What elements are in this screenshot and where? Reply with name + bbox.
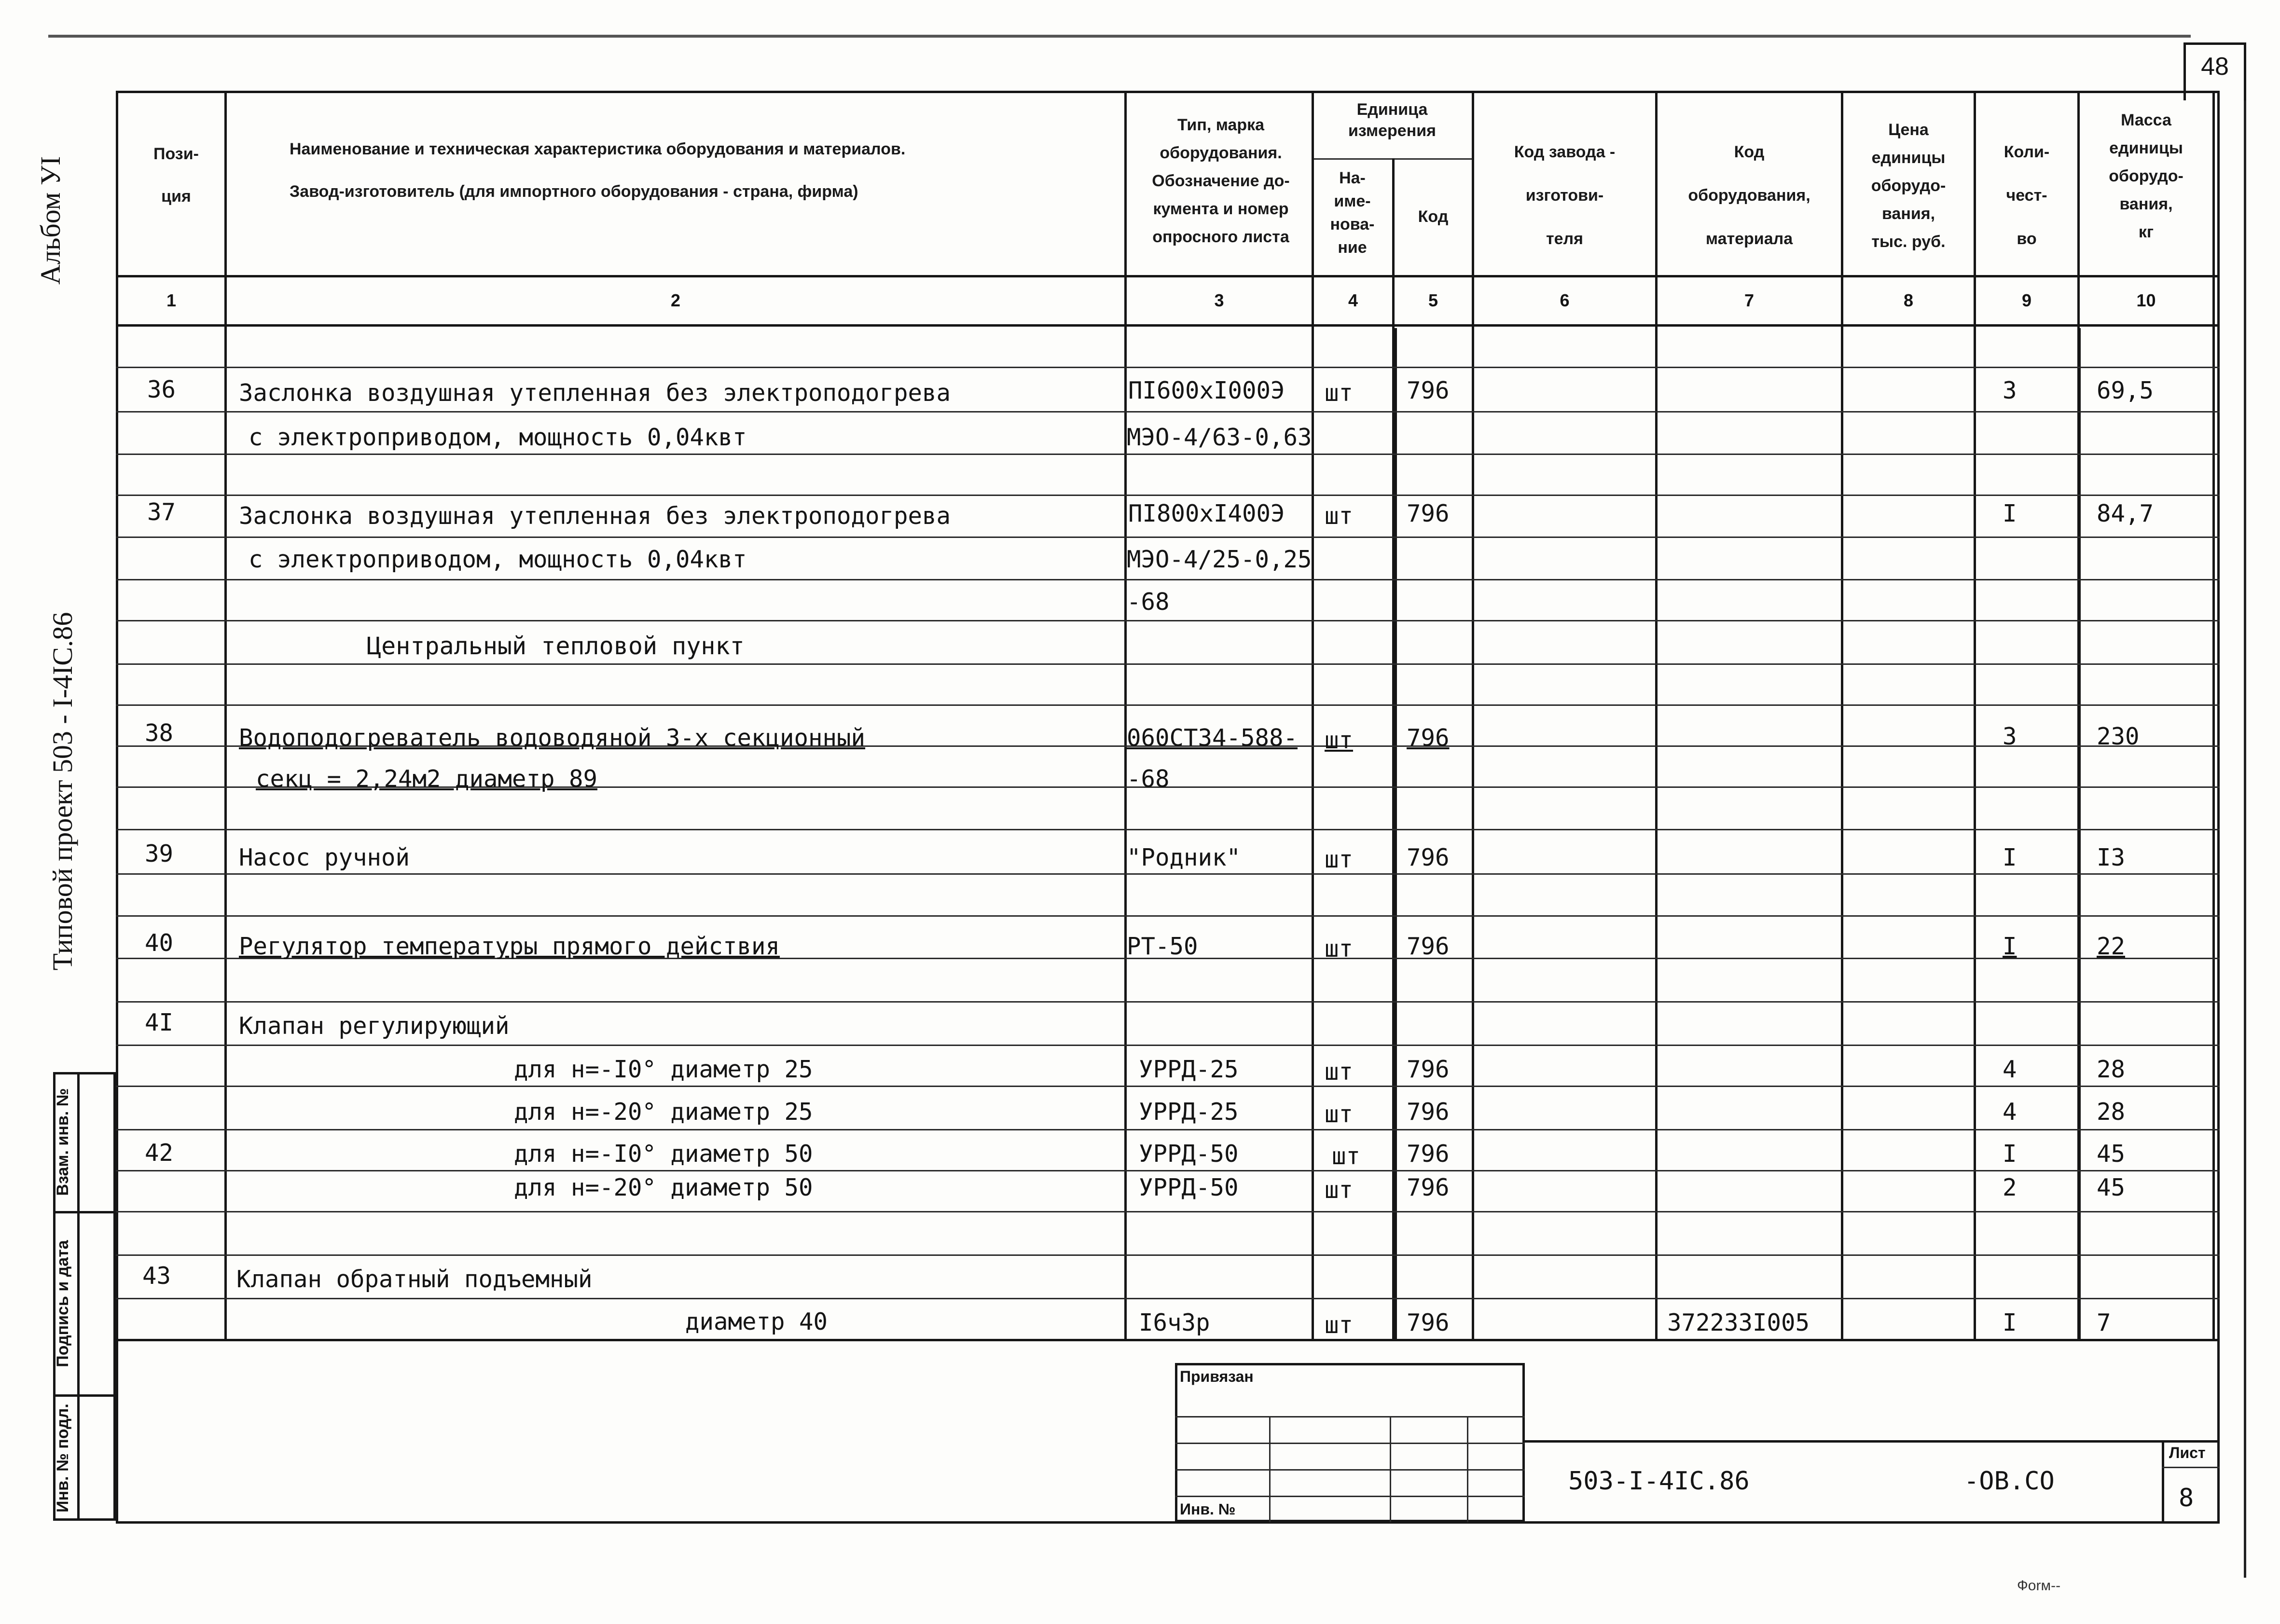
row-position: 37: [147, 498, 176, 526]
row-position: 42: [145, 1139, 174, 1167]
row-position: 4I: [145, 1009, 174, 1036]
side-box-podpis: Подпись и дата: [54, 1240, 72, 1367]
top-rule: [48, 35, 2191, 38]
row-code: 796: [1407, 1140, 1450, 1168]
row-unit: шт: [1325, 1101, 1354, 1128]
column-number-5: 5: [1428, 290, 1438, 310]
sheet-label: Лист: [2169, 1444, 2206, 1461]
row-quantity: 3: [2003, 377, 2017, 404]
header-equip-code: Код оборудования, материала: [1688, 143, 1810, 248]
header-type: Тип, марка оборудования. Обозначение до- кумента и номер опросного листа: [1152, 116, 1290, 246]
row-quantity: I: [2003, 933, 2017, 960]
row-type: УРРД-50: [1139, 1140, 1239, 1168]
row-name: диаметр 40: [685, 1308, 828, 1335]
row-unit: шт: [1325, 727, 1354, 754]
row-name: Регулятор температуры прямого действия: [239, 933, 780, 960]
row-mass: 84,7: [2097, 500, 2154, 527]
row-name: Насос ручной: [239, 844, 410, 871]
row-type: УРРД-50: [1139, 1174, 1239, 1201]
row-position: 36: [147, 376, 176, 403]
row-position: 40: [145, 929, 174, 957]
row-type: УРРД-25: [1139, 1098, 1239, 1126]
row-name: для н=-20° диаметр 50: [514, 1174, 813, 1201]
row-code: 796: [1407, 500, 1450, 527]
row-name: секц = 2,24м2 диаметр 89: [256, 765, 598, 793]
row-name: Клапан обратный подъемный: [236, 1266, 593, 1293]
row-mass: 28: [2097, 1056, 2126, 1083]
row-type: РТ-50: [1127, 933, 1198, 960]
row-quantity: 3: [2003, 723, 2017, 750]
row-quantity: I: [2003, 1140, 2017, 1168]
row-code: 796: [1407, 724, 1450, 752]
header-quantity: Коли- чест- во: [2004, 143, 2050, 248]
row-name: для н=-I0° диаметр 50: [514, 1140, 813, 1168]
column-number-6: 6: [1560, 290, 1570, 310]
header-price: Цена единицы оборудо- вания, тыс. руб.: [1871, 121, 1946, 251]
row-position: 43: [142, 1262, 171, 1290]
row-equip-code: 372233I005: [1667, 1309, 1810, 1336]
row-mass: I3: [2097, 844, 2126, 871]
column-number-3: 3: [1214, 290, 1224, 310]
column-number-4: 4: [1348, 290, 1358, 310]
header-unit: Единица измерения: [1348, 100, 1436, 140]
section-title: Центральный тепловой пункт: [367, 632, 745, 660]
row-type: МЭО-4/63-0,63: [1127, 424, 1312, 451]
column-number-9: 9: [2021, 290, 2032, 310]
row-unit: шт: [1332, 1142, 1361, 1170]
row-code: 796: [1407, 933, 1450, 960]
row-mass: 45: [2097, 1140, 2126, 1168]
row-name: Заслонка воздушная утепленная без электроподогрева: [239, 379, 951, 407]
row-mass: 28: [2097, 1098, 2126, 1126]
row-type: "Родник": [1127, 844, 1241, 871]
project-label: Типовой проект 503 - I-4IС.86: [47, 612, 78, 971]
row-code: 796: [1407, 1174, 1450, 1201]
right-edge-rule: [2244, 96, 2246, 1578]
row-unit: шт: [1325, 1176, 1354, 1204]
row-unit: шт: [1325, 502, 1354, 530]
row-quantity: I: [2003, 844, 2017, 871]
column-number-2: 2: [670, 290, 681, 310]
row-name: с электроприводом, мощность 0,04квт: [249, 546, 747, 573]
row-type: I6ч3р: [1139, 1309, 1210, 1336]
row-quantity: I: [2003, 1309, 2017, 1336]
row-unit: шт: [1325, 379, 1354, 407]
row-mass: 230: [2097, 723, 2140, 750]
row-quantity: 4: [2003, 1098, 2017, 1126]
document-suffix: -ОВ.СО: [1964, 1467, 2055, 1496]
footer-scribble: Фоrм--: [2017, 1578, 2061, 1594]
column-number-8: 8: [1903, 290, 1914, 310]
row-type: ПI800хI400Э: [1128, 500, 1285, 527]
row-type: 060СТ34-588-: [1127, 724, 1298, 752]
row-position: 38: [145, 719, 174, 747]
row-position: 39: [145, 840, 174, 867]
row-code: 796: [1407, 377, 1450, 404]
row-name: для н=-20° диаметр 25: [514, 1098, 813, 1126]
side-box-inv: Инв. № подл.: [54, 1404, 72, 1513]
document-code: 503-I-4IС.86: [1568, 1467, 1750, 1496]
row-name: Клапан регулирующий: [239, 1012, 510, 1040]
row-type: УРРД-25: [1139, 1056, 1239, 1083]
row-code: 796: [1407, 1309, 1450, 1336]
row-code: 796: [1407, 1098, 1450, 1126]
row-mass: 22: [2097, 933, 2126, 960]
row-type: ПI600хI000Э: [1128, 377, 1285, 404]
column-number-7: 7: [1744, 290, 1755, 310]
row-type: -68: [1127, 765, 1170, 793]
header-maker-code: Код завода - изготови- теля: [1514, 143, 1616, 248]
column-number-1: 1: [166, 290, 177, 310]
inv-number-label: Инв. №: [1180, 1500, 1236, 1518]
header-mass: Масса единицы оборудо- вания, кг: [2109, 111, 2183, 241]
row-unit: шт: [1325, 935, 1354, 963]
row-mass: 69,5: [2097, 377, 2154, 404]
page-number: 48: [2201, 53, 2229, 81]
row-name: Водоподогреватель водоводяной 3-х секционный: [239, 724, 866, 752]
row-mass: 7: [2097, 1309, 2111, 1336]
row-type: МЭО-4/25-0,25: [1127, 546, 1312, 573]
header-name: Наименование и техническая характеристика оборудования и материалов. Завод-изготовитель (для импортного оборудования - страна, фирма): [290, 140, 906, 201]
side-box-vzam: Взам. инв. №: [54, 1088, 72, 1196]
header-unit-code: Код: [1418, 207, 1449, 226]
privyazan-label: Привязан: [1180, 1368, 1254, 1385]
row-quantity: I: [2003, 500, 2017, 527]
sheet-number: 8: [2179, 1484, 2194, 1513]
row-mass: 45: [2097, 1174, 2126, 1201]
row-name: Заслонка воздушная утепленная без электроподогрева: [239, 502, 951, 530]
row-unit: шт: [1325, 846, 1354, 873]
row-code: 796: [1407, 1056, 1450, 1083]
row-quantity: 4: [2003, 1056, 2017, 1083]
row-code: 796: [1407, 844, 1450, 871]
row-quantity: 2: [2003, 1174, 2017, 1201]
column-number-10: 10: [2136, 290, 2156, 310]
header-unit-name: На- име- нова- ние: [1330, 169, 1375, 257]
row-type: -68: [1127, 588, 1170, 616]
album-label: Альбом УI: [35, 156, 66, 285]
row-unit: шт: [1325, 1058, 1354, 1086]
row-name: для н=-I0° диаметр 25: [514, 1056, 813, 1083]
row-unit: шт: [1325, 1311, 1354, 1339]
row-name: с электроприводом, мощность 0,04квт: [249, 424, 747, 451]
header-position: Пози- ция: [153, 145, 199, 206]
